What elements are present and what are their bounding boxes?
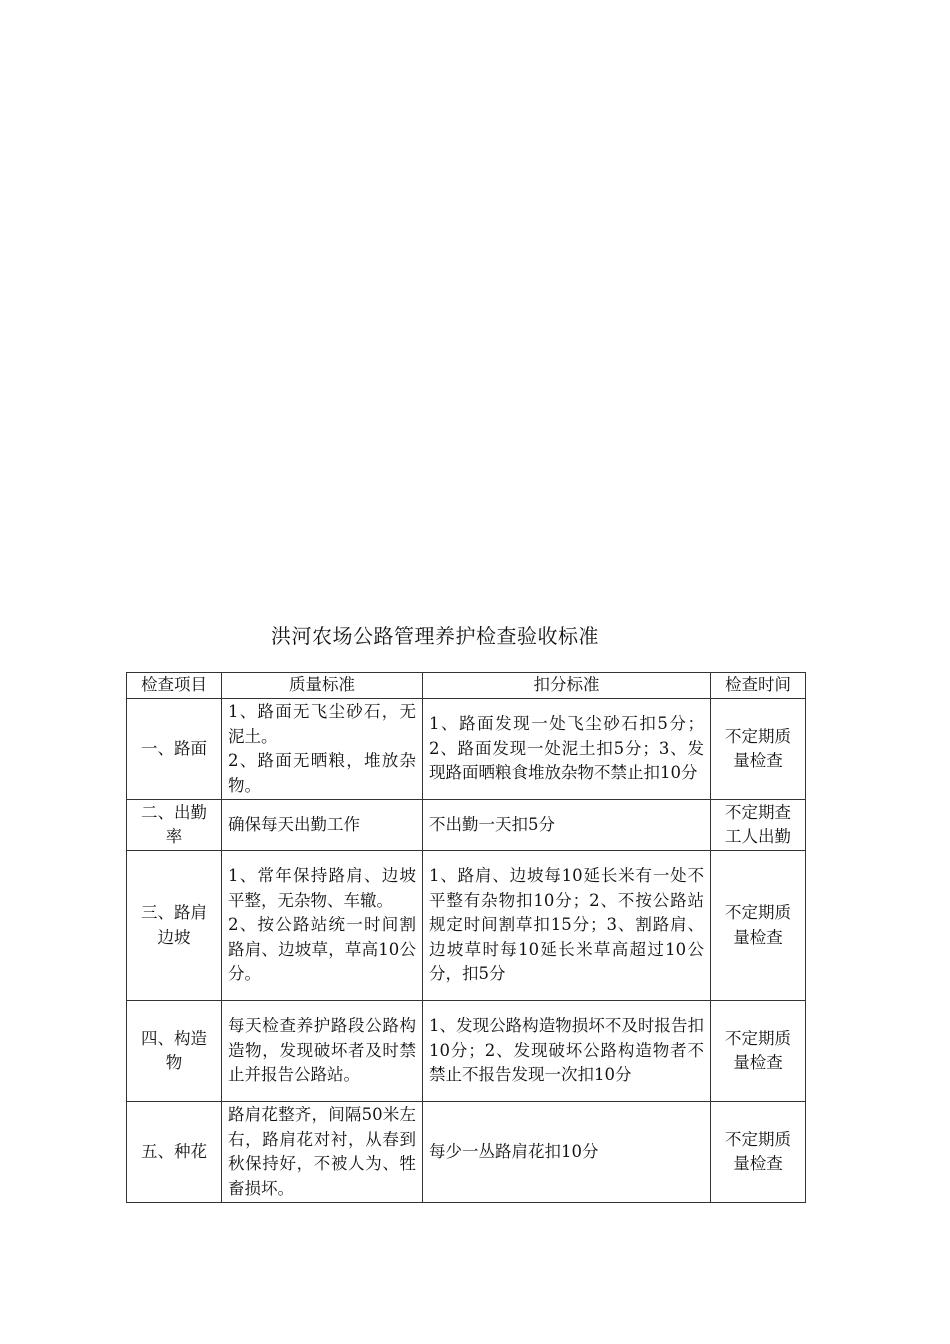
table-row [127, 851, 806, 1001]
table-header-row [127, 673, 806, 699]
quality-standard-cell [222, 851, 423, 1001]
inspection-standards-table [126, 672, 806, 1203]
check-item-cell: 四、构造物 [127, 1001, 222, 1102]
table-row [127, 1001, 806, 1102]
quality-standard-cell [222, 699, 423, 800]
deduction-standard-cell: 不出勤一天扣5分 [423, 800, 711, 851]
header-check-time: 检查时间 [711, 673, 806, 699]
header-deduction-standard: 扣分标准 [423, 673, 711, 699]
check-time-cell: 不定期质量检查 [711, 699, 806, 800]
deduction-standard-cell: 1、路肩、边坡每10延长米有一处不平整有杂物扣10分；2、不按公路站规定时间割草扣15分；3、割路肩、边坡草时每10延长米草高超过10公分，扣5分 [423, 851, 711, 1001]
check-item-cell: 五、种花 [127, 1102, 222, 1203]
check-time-cell: 不定期查工人出勤 [711, 800, 806, 851]
quality-standard-cell [222, 1001, 423, 1102]
quality-standard-line: 路肩花整齐，间隔50米左右，路肩花对衬，从春到秋保持好，不被人为、牲畜损坏。 [228, 1105, 416, 1198]
table-row [127, 800, 806, 851]
table-row [127, 699, 806, 800]
deduction-standard-cell: 1、路面发现一处飞尘砂石扣5分；2、路面发现一处泥土扣5分；3、发现路面晒粮食堆放杂物不禁止扣10分 [423, 699, 711, 800]
quality-standard-cell [222, 800, 423, 851]
quality-standard-cell [222, 1102, 423, 1203]
header-check-item: 检查项目 [127, 673, 222, 699]
deduction-standard-cell: 每少一丛路肩花扣10分 [423, 1102, 711, 1203]
table-row [127, 1102, 806, 1203]
check-time-cell: 不定期质量检查 [711, 1102, 806, 1203]
quality-standard-line: 1、路面无飞尘砂石，无泥土。 [228, 702, 416, 746]
check-item-cell: 三、路肩边坡 [127, 851, 222, 1001]
quality-standard-line: 每天检查养护路段公路构造物，发现破坏者及时禁止并报告公路站。 [228, 1016, 416, 1085]
check-time-cell: 不定期质量检查 [711, 851, 806, 1001]
deduction-standard-cell: 1、发现公路构造物损坏不及时报告扣10分；2、发现破坏公路构造物者不禁止不报告发现一次扣10分 [423, 1001, 711, 1102]
document-title: 洪河农场公路管理养护检查验收标准 [271, 624, 599, 648]
quality-standard-line: 确保每天出勤工作 [228, 814, 360, 834]
check-time-cell: 不定期质量检查 [711, 1001, 806, 1102]
check-item-cell: 一、路面 [127, 699, 222, 800]
quality-standard-line: 1、常年保持路肩、边坡平整，无杂物、车辙。 [228, 866, 416, 910]
quality-standard-line: 2、路面无晒粮，堆放杂物。 [228, 751, 416, 795]
quality-standard-line: 2、按公路站统一时间割路肩、边坡草，草高10公分。 [228, 915, 416, 984]
check-item-cell: 二、出勤率 [127, 800, 222, 851]
header-quality-standard: 质量标准 [222, 673, 423, 699]
